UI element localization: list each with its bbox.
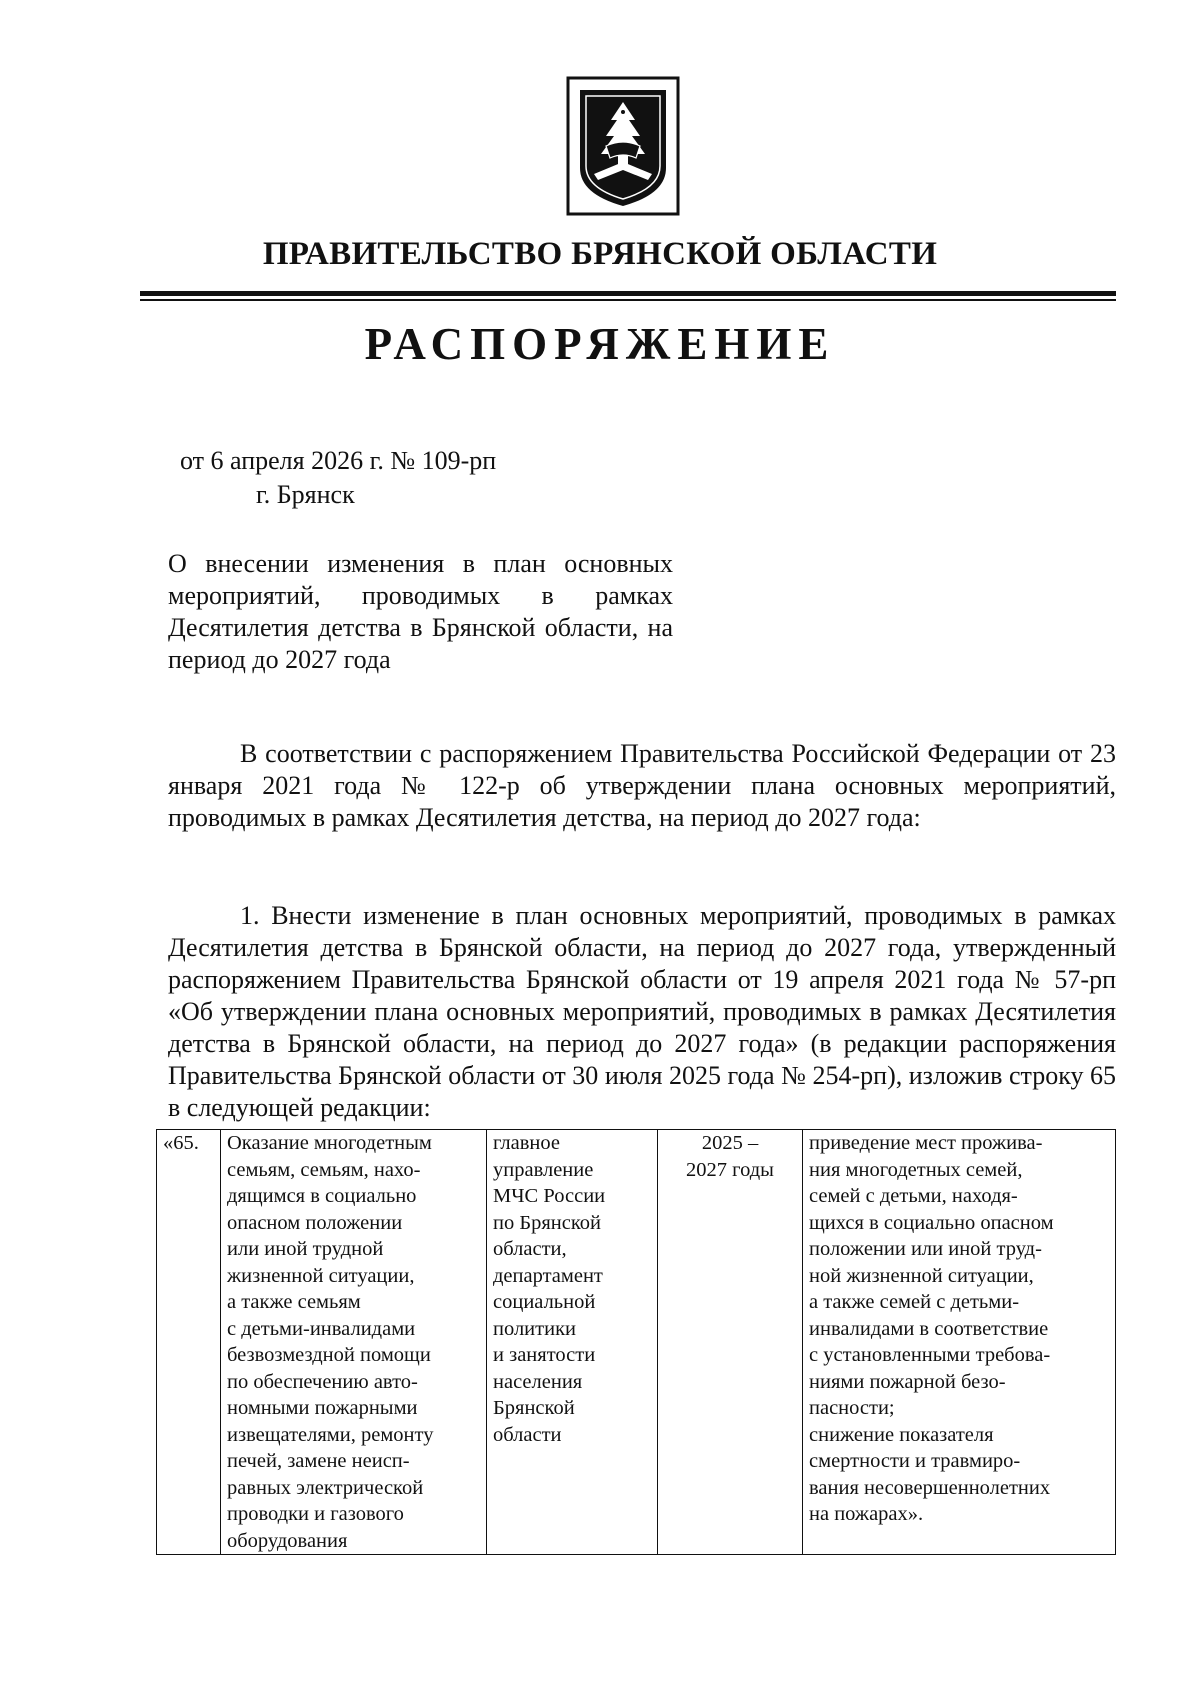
- document-type: РАСПОРЯЖЕНИЕ: [364, 319, 836, 369]
- result-cell: [803, 1130, 1116, 1555]
- preamble-paragraph: В соответствии с распоряжением Правительства Российской Федерации от 23 января 2021 года № 122-р об утверждении плана основных мероприятий, проводимых в рамках Десятилетия детства, на период до 2027 года:: [168, 739, 1116, 832]
- header-rule-thin: [140, 299, 1116, 301]
- date-number: от 6 апреля 2026 г. № 109-рп: [180, 446, 497, 475]
- bryansk-coat-of-arms-icon: [566, 76, 680, 216]
- responsible-cell: [487, 1130, 658, 1555]
- result-text: приведение мест прожива- ния многодетных семей, семей с детьми, находя- щихся в социально опасном положении или иной труд- ной жизненной ситуации, а также семей с детьми- инвалидами в соответствие с установленными требова- ниями пожарной безо- пасности; снижение показателя смертности и травмиро- вания несовершеннолетних на пожарах».: [809, 1132, 1054, 1525]
- event-text: Оказание многодетным семьям, семьям, нахо- дящимся в социально опасном положении или иной трудной жизненной ситуации, а также семьям с детьми-инвалидами безвозмездной помощи по обеспечению авто- номными пожарными извещателями, ремонту печей, замене неисп- равных электрической проводки и газового оборудования: [227, 1132, 434, 1552]
- government-title: ПРАВИТЕЛЬСТВО БРЯНСКОЙ ОБЛАСТИ: [262, 236, 938, 272]
- responsible-text: главное управление МЧС России по Брянской области, департамент социальной политики и занятости населения Брянской области: [493, 1132, 606, 1446]
- term-text: 2025 – 2027 годы: [686, 1132, 774, 1181]
- row-number: «65.: [163, 1132, 199, 1154]
- term-cell: [658, 1130, 803, 1555]
- amendment-table: [156, 1129, 1116, 1555]
- document-subject: О внесении изменения в план основных мероприятий, проводимых в рамках Десятилетия детства в Брянской области, на период до 2027 года: [168, 549, 673, 674]
- item-1-paragraph: 1. Внести изменение в план основных мероприятий, проводимых в рамках Десятилетия детства в Брянской области, на период до 2027 года, утвержденный распоряжением Правительства Брянской области от 19 апреля 2021 года № 57-рп «Об утверждении плана основных мероприятий, проводимых в рамках Десятилетия детства в Брянской области, на период до 2027 года» (в редакции распоряжения Правительства Брянской области от 30 июля 2025 года № 254-рп), изложив строку 65 в следующей редакции:: [168, 901, 1116, 1122]
- event-cell: [221, 1130, 487, 1555]
- header-rule-thick: [140, 291, 1116, 296]
- city: г. Брянск: [256, 480, 355, 509]
- table-row: [157, 1130, 1116, 1555]
- row-number-cell: [157, 1130, 221, 1555]
